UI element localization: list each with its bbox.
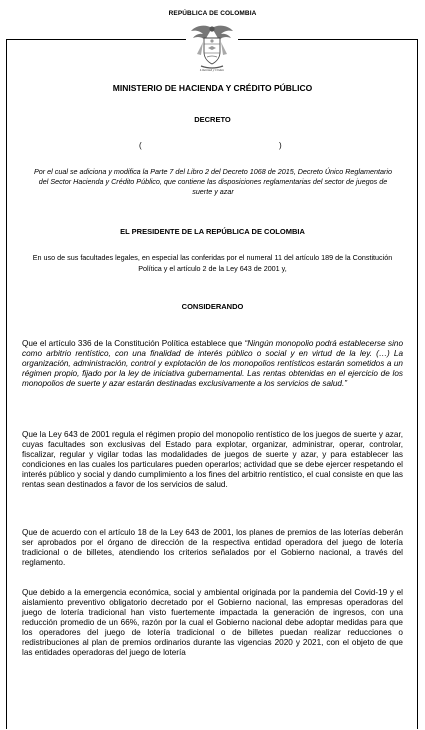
considering-heading: CONSIDERANDO — [181, 302, 244, 311]
paragraph-2: Que la Ley 643 de 2001 regula el régimen propio del monopolio rentístico de los juegos de suerte y azar, cuyas facultades son exclusivas del Estado para explotar, organizar, administrar, operar, controlar, fiscalizar, regular y vigilar todas las modalidades de juegos de suerte y azar, y para establecer las condiciones en las cuales los particulares pueden operarlos; actividad que se debe ejercer respetando el interés público y social y dando cumplimiento a los fines del arbitrio rentístico, el cual consiste en que las rentas sean destinados a favor de los servicios de salud. — [22, 430, 403, 489]
decree-number-close-paren: ) — [279, 141, 282, 150]
seal-motto: Libertad y Orden — [199, 68, 225, 72]
paragraph-1-lead: Que el artículo 336 de la Constitución Política establece que — [22, 339, 245, 348]
paragraph-3: Que de acuerdo con el artículo 18 de la Ley 643 de 2001, los planes de premios de las loterías deberán ser aprobados por el órgano de dirección de la respectiva entidad operadora del juego de lotería tradicional o de billetes, atendiendo los criterios señalados por el Gobierno nacional, a través del reglamento. — [22, 528, 403, 567]
ministry-title: MINISTERIO DE HACIENDA Y CRÉDITO PÚBLICO — [112, 83, 313, 93]
president-heading: EL PRESIDENTE DE LA REPÚBLICA DE COLOMBIA — [120, 227, 305, 236]
paragraph-1-quote: “Ningún monopolio podrá establecerse sino como arbitrio rentístico, con una finalidad de interés público o social y en virtud de la ley. (…) La organización, administración, control y explotación de los monopolios rentísticos estarán sometidos a un régimen propio, fijado por la ley de iniciativa gubernamental. Las rentas obtenidas en el ejercicio de los monopolios de suerte y azar estarán destinadas exclusivamente a los servicios de salud.” — [22, 339, 403, 388]
decree-subject: Por el cual se adiciona y modifica la Parte 7 del Libro 2 del Decreto 1068 de 2015, Decreto Único Reglamentario del Sector Hacienda y Crédito Público, que contiene las disposiciones reglamentarias del sector de juegos de suerte y azar — [34, 167, 392, 196]
country-header: REPÚBLICA DE COLOMBIA — [168, 10, 257, 17]
decree-number-open-paren: ( — [139, 141, 142, 150]
decree-title: DECRETO — [194, 115, 231, 124]
paragraph-1 — [22, 339, 403, 389]
paragraph-4: Que debido a la emergencia económica, social y ambiental originada por la pandemia del Covid-19 y el aislamiento preventivo obligatorio decretado por el Gobierno nacional, las empresas operadoras del juego de lotería tradicional han visto fuertemente impactada la generación de ingresos, con una reducción promedio de un 66%, razón por la cual el Gobierno nacional debe adoptar medidas para que los operadores del juego de lotería tradicional o de billetes puedan realizar reducciones o redistribuciones al plan de premios ordinarios durante las vigencias 2020 y 2021, con el objeto de que las entidades operadoras del juego de lotería — [22, 588, 403, 657]
legal-powers: En uso de sus facultades legales, en especial las conferidas por el numeral 11 del artículo 189 de la Constitución Política y el artículo 2 de la Ley 643 de 2001 y, — [32, 253, 393, 273]
